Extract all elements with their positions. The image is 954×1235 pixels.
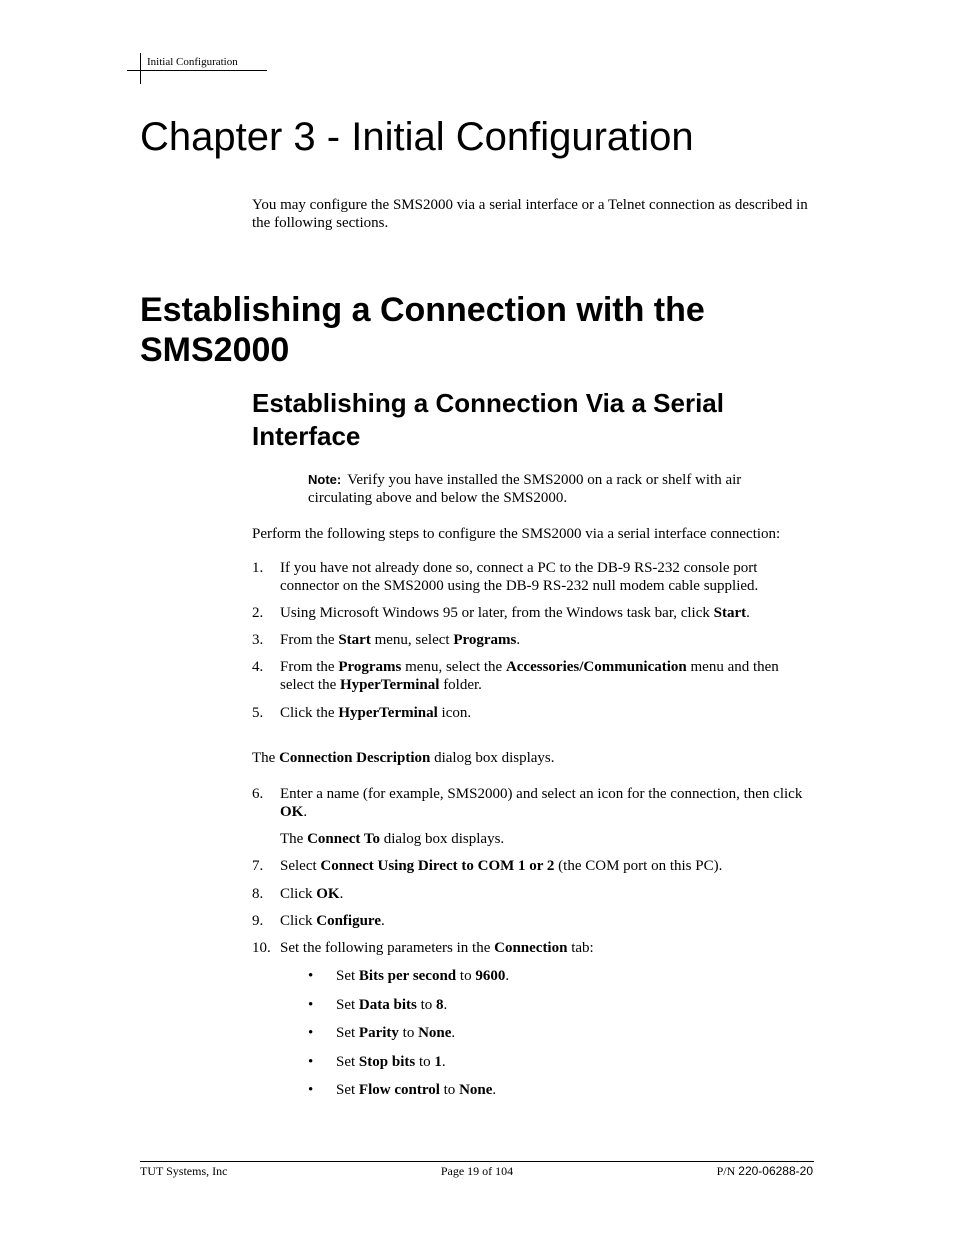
step-number: 4. bbox=[252, 659, 264, 675]
bullet-text-run: to bbox=[416, 997, 437, 1013]
connection-description-paragraph bbox=[252, 749, 812, 767]
step-text-bold-run: Connection bbox=[494, 940, 568, 956]
step-text-run: . bbox=[746, 605, 750, 621]
bullet-text-run: Set bbox=[336, 968, 359, 984]
step-number: 3. bbox=[252, 632, 264, 648]
bullet-item bbox=[308, 1053, 808, 1071]
step-text-run: (the COM port on this PC). bbox=[554, 858, 723, 874]
step-text-run: Enter a name (for example, SMS2000) and select an icon for the connection, then click bbox=[280, 786, 803, 802]
bullet-text-bold-run: Data bits bbox=[358, 997, 417, 1013]
intro-paragraph: You may configure the SMS2000 via a serial interface or a Telnet connection as described in the following sections. bbox=[252, 197, 808, 231]
bullet-text bbox=[336, 1024, 808, 1042]
step-text-bold-run: HyperTerminal bbox=[339, 677, 440, 693]
step-item bbox=[252, 559, 812, 595]
bullet-text-bold-run: 9600 bbox=[475, 968, 506, 984]
bullet-dot: • bbox=[308, 968, 314, 984]
step-text-bold-run: Configure bbox=[316, 913, 381, 929]
step-number: 2. bbox=[252, 605, 264, 621]
step-text-run: Click bbox=[280, 886, 317, 902]
step-text-run: Click the bbox=[280, 705, 339, 721]
step-text-run: . bbox=[516, 632, 521, 648]
footer-pn-label: P/N bbox=[716, 1164, 736, 1178]
step-text-run: From the bbox=[280, 632, 339, 648]
step-text-bold-run: Programs bbox=[453, 632, 517, 648]
step-text-run: Set the following parameters in the bbox=[280, 940, 495, 956]
bullet-text-bold-run: Bits per second bbox=[358, 968, 457, 984]
bullet-dot: • bbox=[308, 997, 314, 1013]
step-text bbox=[280, 912, 812, 930]
step-text-run: menu, select bbox=[370, 632, 454, 648]
step-number: 8. bbox=[252, 886, 264, 902]
step-text bbox=[280, 704, 812, 722]
step-number: 6. bbox=[252, 786, 264, 802]
paragraph-text-run: dialog box displays. bbox=[380, 831, 505, 847]
step-text-run: icon. bbox=[437, 705, 472, 721]
step-number: 1. bbox=[252, 560, 264, 576]
step-item bbox=[252, 631, 812, 649]
bullet-text-run: Set bbox=[336, 1082, 359, 1098]
note-label: Note: bbox=[308, 472, 342, 487]
step-number: 9. bbox=[252, 913, 264, 929]
step-text-bold-run: OK bbox=[280, 804, 304, 820]
step-text-run: menu, select the bbox=[401, 659, 506, 675]
bullet-item bbox=[308, 967, 808, 985]
paragraph-text-run: dialog box displays. bbox=[430, 750, 555, 766]
step-text-run: folder. bbox=[439, 677, 482, 693]
bullet-text-bold-run: None bbox=[459, 1082, 493, 1098]
bullet-text bbox=[336, 1053, 808, 1071]
header-rule bbox=[127, 70, 267, 71]
bullet-item bbox=[308, 996, 808, 1014]
bullet-text bbox=[336, 967, 808, 985]
step-text-run: If you have not already done so, connect a PC to the DB-9 RS-232 console port connector on the SMS2000 using the DB-9 RS-232 null modem cable supplied. bbox=[280, 560, 759, 594]
chapter-title: Chapter 3 - Initial Configuration bbox=[140, 115, 694, 159]
bullet-text-run: . bbox=[505, 968, 510, 984]
footer-part-number bbox=[717, 1164, 813, 1178]
step-text bbox=[280, 857, 812, 875]
step-text-run: menu and then select the bbox=[280, 659, 779, 693]
step-text-run: Using Microsoft Windows 95 or later, from the Windows task bar, click bbox=[280, 605, 714, 621]
bullet-text-run: to bbox=[398, 1025, 419, 1041]
step-item bbox=[252, 885, 812, 903]
bullet-text-run: . bbox=[492, 1082, 497, 1098]
bullet-text-bold-run: Stop bits bbox=[358, 1054, 416, 1070]
bullet-dot: • bbox=[308, 1082, 314, 1098]
step-text-run: . bbox=[380, 913, 385, 929]
bullet-text-run: . bbox=[451, 1025, 456, 1041]
bullet-text-run: to bbox=[456, 968, 476, 984]
section-heading: Establishing a Connection with the SMS2000 bbox=[140, 291, 705, 369]
footer-pn-number: 220-06288-20 bbox=[738, 1164, 813, 1178]
running-header: Initial Configuration bbox=[147, 56, 238, 68]
bullet-text-bold-run: Parity bbox=[358, 1025, 399, 1041]
bullet-item bbox=[308, 1081, 808, 1099]
bullet-text-run: Set bbox=[336, 997, 359, 1013]
bullet-text-run: Set bbox=[336, 1054, 359, 1070]
step-text bbox=[280, 885, 812, 903]
step-number: 7. bbox=[252, 858, 264, 874]
subsection-heading: Establishing a Connection Via a Serial Interface bbox=[252, 388, 724, 451]
bullet-text-bold-run: None bbox=[418, 1025, 452, 1041]
bullet-text-bold-run: Flow control bbox=[358, 1082, 440, 1098]
step-text-run: . bbox=[303, 804, 308, 820]
step-text-bold-run: Start bbox=[338, 632, 371, 648]
bullet-dot: • bbox=[308, 1054, 314, 1070]
footer-page-number: Page 19 of 104 bbox=[440, 1164, 514, 1178]
step-item bbox=[252, 857, 812, 875]
step-item bbox=[252, 604, 812, 622]
footer-rule bbox=[140, 1161, 814, 1162]
bullet-dot: • bbox=[308, 1025, 314, 1041]
bullet-text-run: to bbox=[439, 1082, 460, 1098]
note-block bbox=[308, 471, 808, 507]
paragraph-text-run: The bbox=[252, 750, 280, 766]
step-item bbox=[252, 658, 812, 694]
bullet-item bbox=[308, 1024, 808, 1042]
bullet-text-run: to bbox=[415, 1054, 435, 1070]
step-text-run: tab: bbox=[567, 940, 594, 956]
bullet-text-run: . bbox=[443, 997, 448, 1013]
step-item bbox=[252, 912, 812, 930]
step-item bbox=[252, 939, 812, 957]
step-text bbox=[280, 785, 812, 821]
step-text-bold-run: Accessories/Communication bbox=[505, 659, 687, 675]
bullet-text-run: . bbox=[441, 1054, 446, 1070]
bullet-text-bold-run: 1 bbox=[434, 1054, 442, 1070]
connect-to-paragraph bbox=[280, 830, 810, 848]
step-text bbox=[280, 631, 812, 649]
step-number: 5. bbox=[252, 705, 264, 721]
footer-company: TUT Systems, Inc bbox=[140, 1164, 228, 1178]
step-text-bold-run: OK bbox=[316, 886, 340, 902]
step-text-run: From the bbox=[280, 659, 339, 675]
step-text bbox=[280, 939, 812, 957]
step-text bbox=[280, 604, 812, 622]
paragraph-text-run: The bbox=[280, 831, 308, 847]
bullet-text bbox=[336, 996, 808, 1014]
step-text-bold-run: HyperTerminal bbox=[338, 705, 438, 721]
step-text-bold-run: Connect Using Direct to COM 1 or 2 bbox=[320, 858, 555, 874]
step-text-bold-run: Start bbox=[713, 605, 747, 621]
step-text-bold-run: Programs bbox=[338, 659, 402, 675]
bullet-text-bold-run: 8 bbox=[436, 997, 444, 1013]
step-text bbox=[280, 658, 812, 694]
step-text-run: Select bbox=[280, 858, 321, 874]
step-item bbox=[252, 704, 812, 722]
bullet-text-run: Set bbox=[336, 1025, 359, 1041]
lead-in-paragraph: Perform the following steps to configure the SMS2000 via a serial interface connection: bbox=[252, 526, 781, 542]
note-text: Verify you have installed the SMS2000 on a rack or shelf with air circulating above and below the SMS2000. bbox=[308, 472, 742, 506]
bullet-text bbox=[336, 1081, 808, 1099]
step-text-run: . bbox=[339, 886, 344, 902]
step-text-run: Click bbox=[280, 913, 317, 929]
paragraph-text-bold-run: Connection Description bbox=[279, 750, 431, 766]
step-text bbox=[280, 559, 812, 595]
step-number: 10. bbox=[252, 940, 271, 956]
header-crop-mark bbox=[140, 53, 141, 84]
paragraph-text-bold-run: Connect To bbox=[307, 831, 381, 847]
step-item bbox=[252, 785, 812, 821]
